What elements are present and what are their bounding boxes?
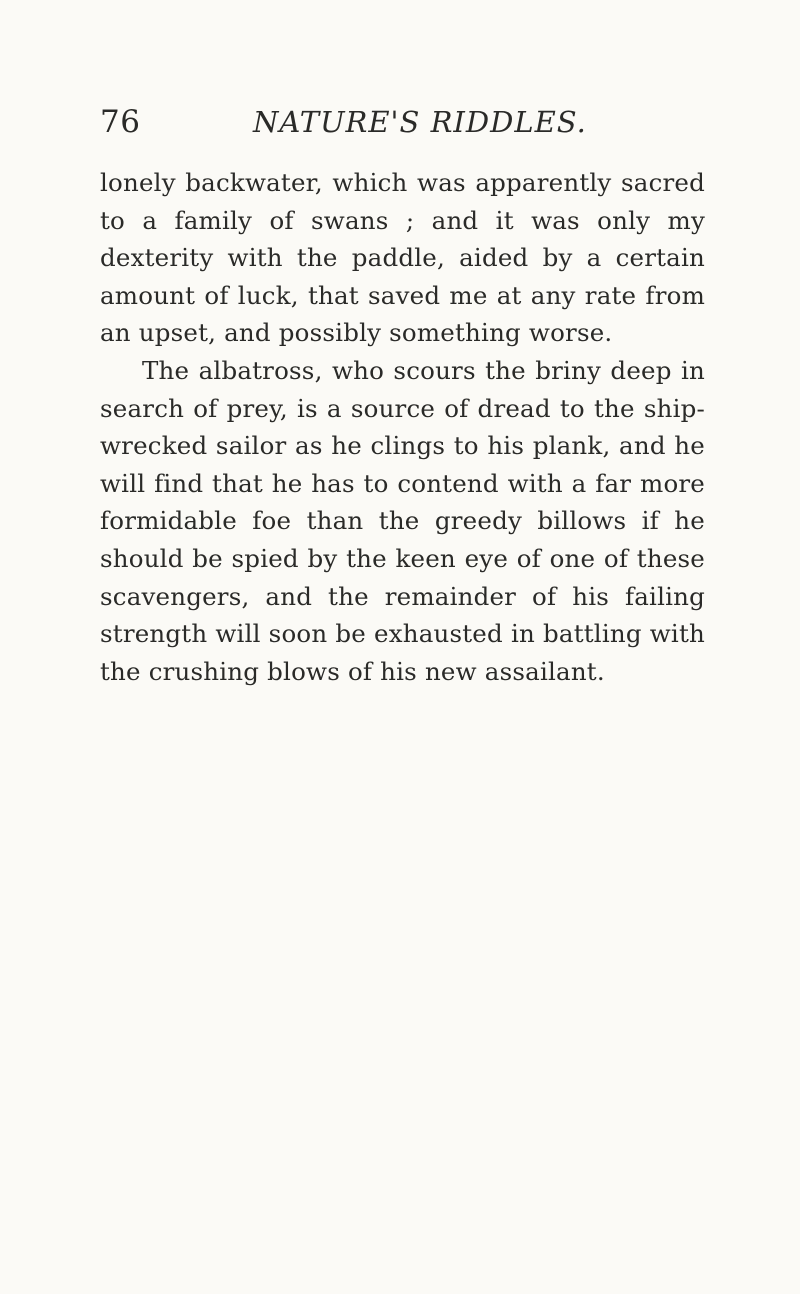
paragraph-continued: lonely backwater, which was apparently sacred to a family of swans ; and it was only my dexterity with the paddle, aided by a certain amount of luck, that saved me at any rate from an upset, and possibly something worse.	[100, 168, 705, 348]
running-title: NATURE'S RIDDLES.	[253, 105, 587, 139]
paragraph-albatross: The albatross, who scours the briny deep in search of prey, is a source of dread to the ship-wrecked sailor as he clings to his plank, and he will find that he has to contend with a far more formidable foe than the greedy billows if he should be spied by the keen eye of one of these scavengers, and the remainder of his failing strength will soon be exhausted in battling with the crushing blows of his new assailant.	[100, 355, 705, 686]
page-number: 76	[100, 104, 141, 140]
body-text	[100, 164, 705, 690]
running-head	[100, 102, 705, 142]
